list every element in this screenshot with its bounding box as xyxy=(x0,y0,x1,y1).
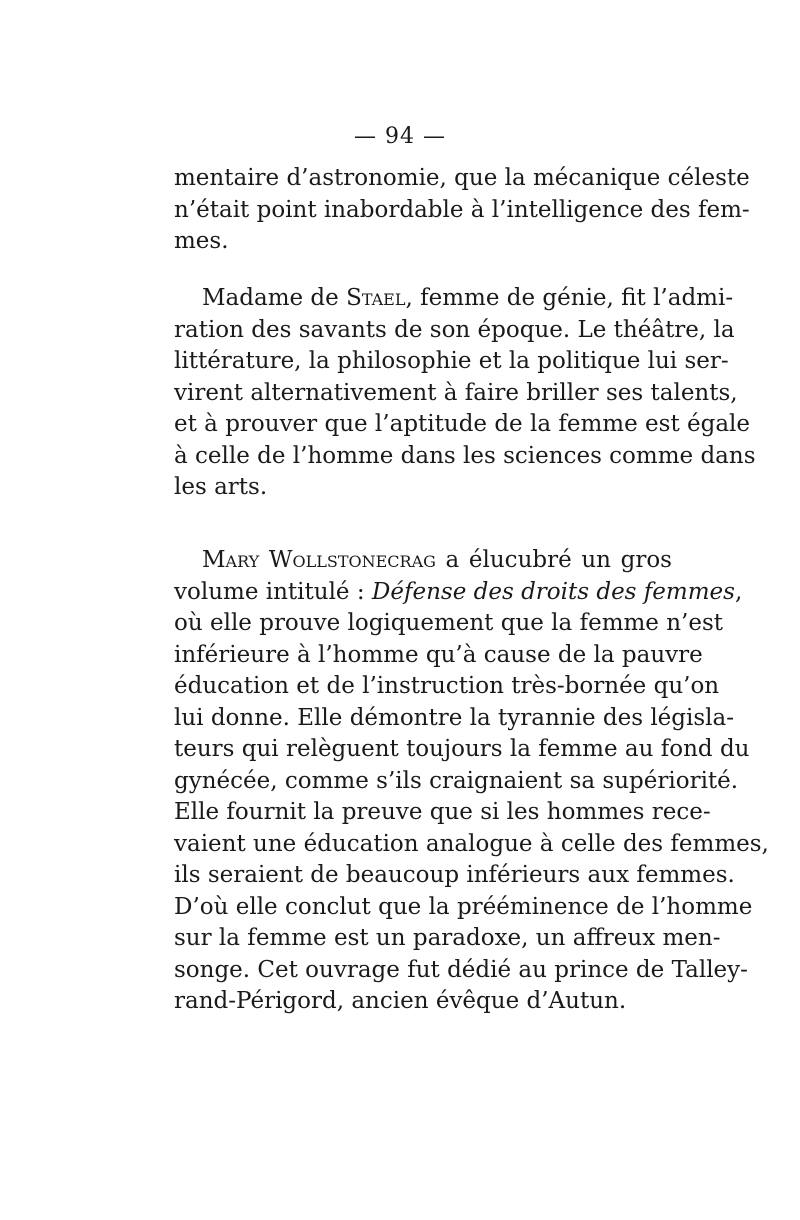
author-name-wollstonecrag: Mary Wollstonecrag xyxy=(202,547,436,573)
text-line: mentaire d’astronomie, que la mécanique céleste xyxy=(174,165,750,191)
text-run: , xyxy=(734,578,743,605)
page-number: — 94 — xyxy=(354,124,446,149)
text-line: éducation et de l’instruction très-bornée qu’on xyxy=(174,673,720,699)
text-line: ils seraient de beaucoup inférieurs aux femmes. xyxy=(174,862,735,888)
text-line: teurs qui relèguent toujours la femme au fond du xyxy=(174,736,750,762)
text-line: littérature, la philosophie et la politique lui ser- xyxy=(174,348,729,374)
text-line: où elle prouve logiquement que la femme n’est xyxy=(174,610,724,636)
text-line: ration des savants de son époque. Le théâtre, la xyxy=(174,316,735,343)
text-line: à celle de l’homme dans les sciences comme dans xyxy=(174,442,756,469)
text-line: et à prouver que l’aptitude de la femme est égale xyxy=(174,411,751,437)
text-run: , femme de génie, fit l’admi- xyxy=(405,285,734,311)
text-run: a élucubré un gros xyxy=(435,547,672,573)
paragraph-1 xyxy=(174,163,750,258)
text-line: songe. Cet ouvrage fut dédié au prince de Talley- xyxy=(174,956,748,983)
text-line: gynécée, comme s’ils craignaient sa supériorité. xyxy=(174,767,739,794)
text-line: inférieure à l’homme qu’à cause de la pauvre xyxy=(174,641,703,668)
text-line: virent alternativement à faire briller ses talents, xyxy=(174,379,738,406)
text-line: D’où elle conclut que la prééminence de l’homme xyxy=(174,893,753,920)
text-line: vaient une éducation analogue à celle des femmes, xyxy=(174,830,769,857)
text-line: lui donne. Elle démontre la tyrannie des législa- xyxy=(174,704,735,731)
text-run: volume intitulé : xyxy=(174,578,372,605)
author-name-stael: Stael xyxy=(346,285,406,311)
text-line: n’était point inabordable à l’intelligence des fem- xyxy=(174,196,750,223)
text-line: rand-Périgord, ancien évêque d’Autun. xyxy=(174,988,627,1014)
paragraph-2 xyxy=(174,283,756,504)
text-line xyxy=(174,545,672,577)
text-line: les arts. xyxy=(174,474,268,500)
text-line xyxy=(174,283,734,315)
text-line: Elle fournit la preuve que si les hommes rece- xyxy=(174,799,711,825)
paragraph-3 xyxy=(174,545,769,1018)
text-run: Madame de xyxy=(202,285,347,311)
book-title: Défense des droits des femmes xyxy=(371,578,735,605)
text-line: mes. xyxy=(174,228,229,254)
text-line xyxy=(174,577,743,609)
text-line: sur la femme est un paradoxe, un affreux men- xyxy=(174,925,721,951)
